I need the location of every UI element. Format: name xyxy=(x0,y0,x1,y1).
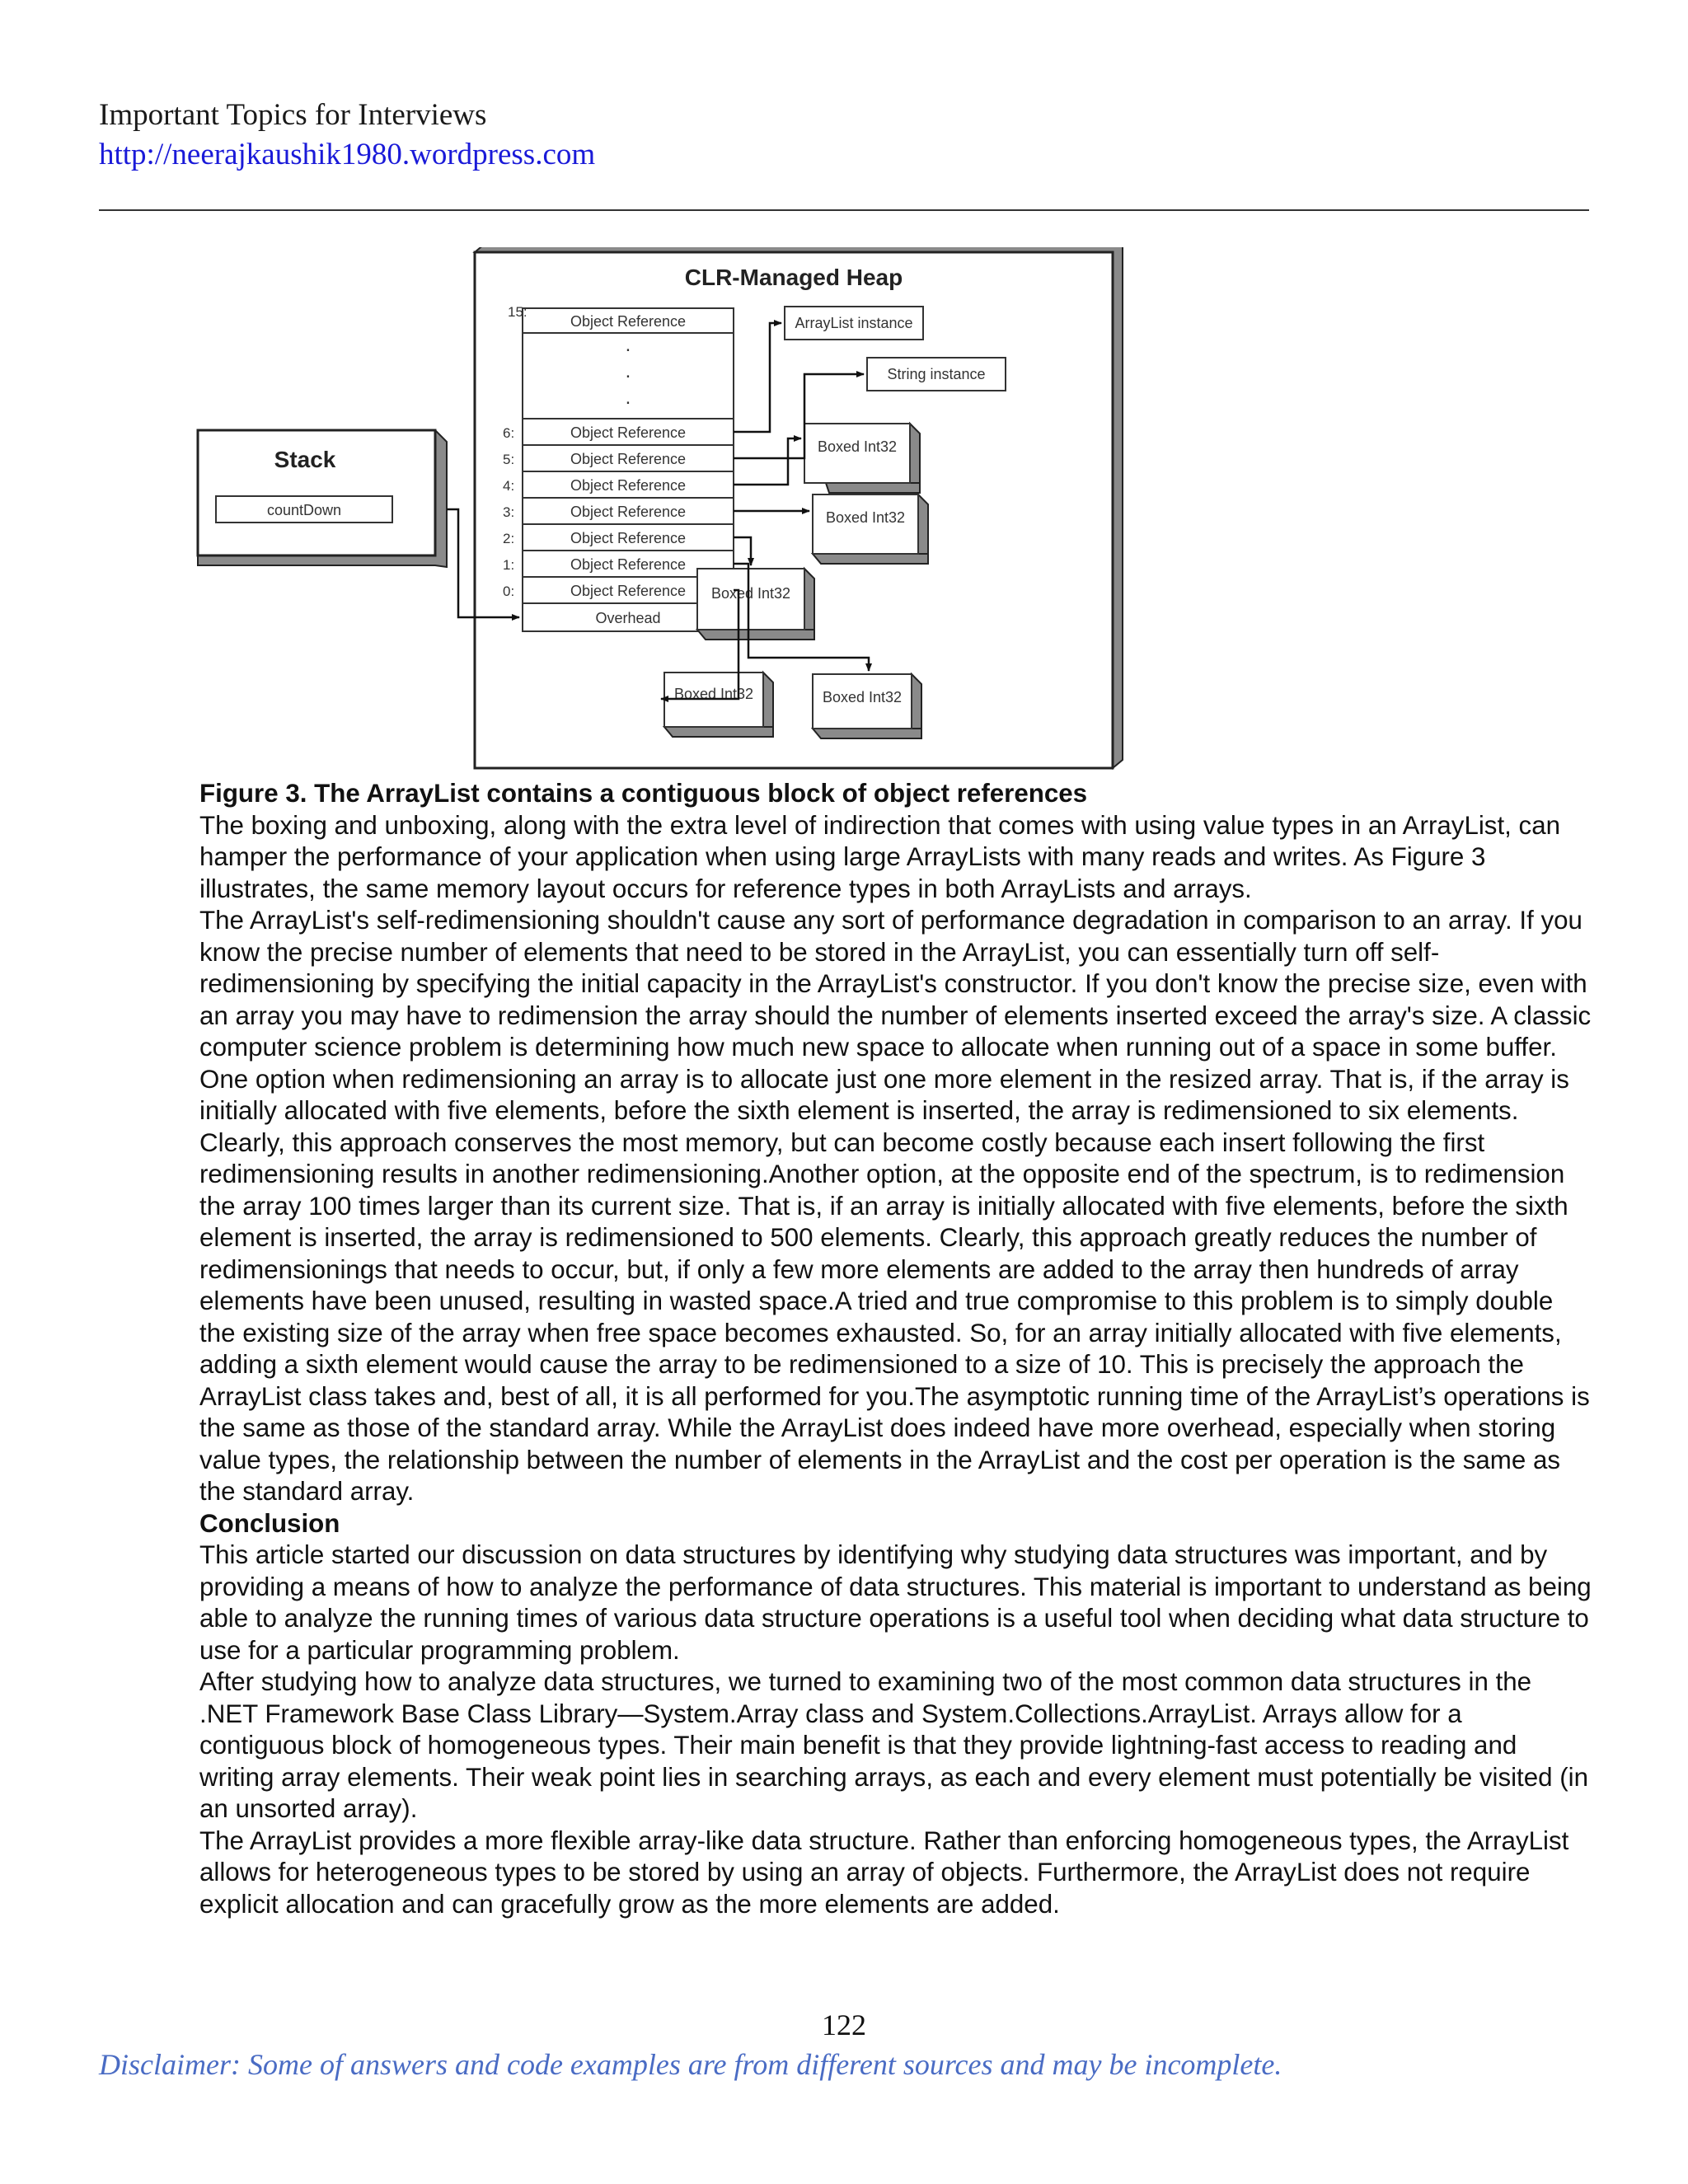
index-label: 3: xyxy=(503,504,515,520)
paragraph: This article started our discussion on data structures by identifying why studying data structures was important, and by providing a means of how to analyze the performance of data structures. This material is important to understand as being able to analyze the running times of various data structure operations is a useful tool when deciding what data structure to use for a particular programming problem. xyxy=(199,1540,1592,1665)
index-label: 15: xyxy=(508,304,528,320)
string-instance-label: String instance xyxy=(887,366,986,382)
index-label: 6: xyxy=(503,425,515,441)
arraylist-instance-box xyxy=(785,307,923,340)
body-text xyxy=(199,778,1592,1920)
index-label: 2: xyxy=(503,531,515,546)
slot-2: Object Reference xyxy=(570,530,687,546)
slot-3: Object Reference xyxy=(570,504,687,520)
header-title: Important Topics for Interviews xyxy=(99,98,487,132)
stack-variable-countdown: countDown xyxy=(266,502,342,518)
svg-text:.: . xyxy=(625,360,631,382)
boxed-int32-label: Boxed Int32 xyxy=(710,585,791,602)
index-label: 5: xyxy=(503,452,515,467)
boxed-int32-label: Boxed Int32 xyxy=(822,689,903,705)
svg-text:.: . xyxy=(625,387,631,409)
slot-overhead: Overhead xyxy=(595,610,661,626)
slot-1: Object Reference xyxy=(570,556,687,573)
slot-6: Object Reference xyxy=(570,424,687,441)
slot-0: Object Reference xyxy=(570,583,687,599)
boxed-int32-box-2 xyxy=(813,674,921,738)
index-label: 1: xyxy=(503,557,515,573)
slot-5: Object Reference xyxy=(570,451,687,467)
boxed-int32-label: Boxed Int32 xyxy=(673,686,754,702)
conclusion-heading: Conclusion xyxy=(199,1508,340,1538)
boxed-int32-box-3 xyxy=(813,494,928,564)
page-number: 122 xyxy=(822,2008,866,2041)
paragraph: The ArrayList provides a more flexible array-like data structure. Rather than enforcing homogeneous types, the ArrayList allows for heterogeneous types to be stored by using an array of objects. Furthermore, the ArrayList does not require explicit allocation and can gracefully grow as the more elements are added. xyxy=(199,1825,1569,1919)
boxed-int32-label: Boxed Int32 xyxy=(817,438,898,455)
figure-caption: Figure 3. The ArrayList contains a contiguous block of object references xyxy=(199,779,1088,808)
boxed-int32-label: Boxed Int32 xyxy=(825,509,906,526)
slot-15: Object Reference xyxy=(570,313,687,330)
string-instance-box xyxy=(867,358,1006,391)
header-divider xyxy=(99,209,1589,211)
paragraph: The boxing and unboxing, along with the extra level of indirection that comes with using value types in an ArrayList, can hamper the performance of your application when using large ArrayLists with many reads and writes. As Figure 3 illustrates, the same memory layout occurs for reference types in both ArrayLists and arrays. xyxy=(199,810,1561,903)
index-label: 0: xyxy=(503,583,515,599)
index-label: 4: xyxy=(503,478,515,494)
boxed-int32-box-0 xyxy=(664,673,773,737)
stack-title: Stack xyxy=(274,447,336,472)
slot-4: Object Reference xyxy=(570,477,687,494)
boxed-int32-box-5 xyxy=(804,424,920,493)
paragraph: After studying how to analyze data structures, we turned to examining two of the most common data structures in the .NET Framework Base Class Library—System.Array class and System.Collections.ArrayList. Arrays allow for a contiguous block of homogeneous types. Their main benefit is that they provide lightning-fast access to reading and writing array elements. Their weak point lies in searching arrays, as each and every element must potentially be visited (in an unsorted array). xyxy=(199,1667,1589,1823)
boxed-int32-box-1 xyxy=(697,569,814,640)
header-url-link[interactable]: http://neerajkaushik1980.wordpress.com xyxy=(99,138,596,171)
heap-title: CLR-Managed Heap xyxy=(684,265,903,290)
svg-text:.: . xyxy=(625,334,631,356)
paragraph: The ArrayList's self-redimensioning shouldn't cause any sort of performance degradation in comparison to an array. If you know the precise number of elements that need to be stored in the ArrayList, you can essentially turn off self-redimensioning by specifying the initial capacity in the ArrayList's constructor. If you don't know the precise size, even with an array you may have to redimension the array should the number of elements inserted exceed the array's size. A classic computer science problem is determining how much new space to allocate when running out of a space in some buffer. One option when redimensioning an array is to allocate just one more element in the resized array. That is, if the array is initially allocated with five elements, before the sixth element is inserted, the array is redimensioned to six elements. Clearly, this approach conserves the most memory, but can become costly because each insert following the first redimensioning results in another redimensioning.Another option, at the opposite end of the spectrum, is to redimension the array 100 times larger than its current size. That is, if an array is initially allocated with five elements, before the sixth element is inserted, the array is redimensioned to 500 elements. Clearly, this approach greatly reduces the number of redimensionings that needs to occur, but, if only a few more elements are added to the array then hundreds of array elements have been unused, resulting in wasted space.A tried and true compromise to this problem is to simply double the existing size of the array when free space becomes exhausted. So, for an array initially allocated with five elements, adding a sixth element would cause the array to be redimensioned to a size of 10. This is precisely the approach the ArrayList class takes and, best of all, it is all performed for you.The asymptotic running time of the ArrayList’s operations is the same as those of the standard array. While the ArrayList does indeed have more overhead, especially when storing value types, the relationship between the number of elements in the ArrayList and the cost per operation is the same as the standard array. xyxy=(199,906,1592,1506)
footer-disclaimer: Disclaimer: Some of answers and code examples are from different sources and may be incomplete. xyxy=(99,2048,1282,2081)
figure-arraylist-heap-diagram xyxy=(195,247,1134,775)
stack-box xyxy=(198,430,447,567)
arraylist-instance-label: ArrayList instance xyxy=(795,315,913,331)
